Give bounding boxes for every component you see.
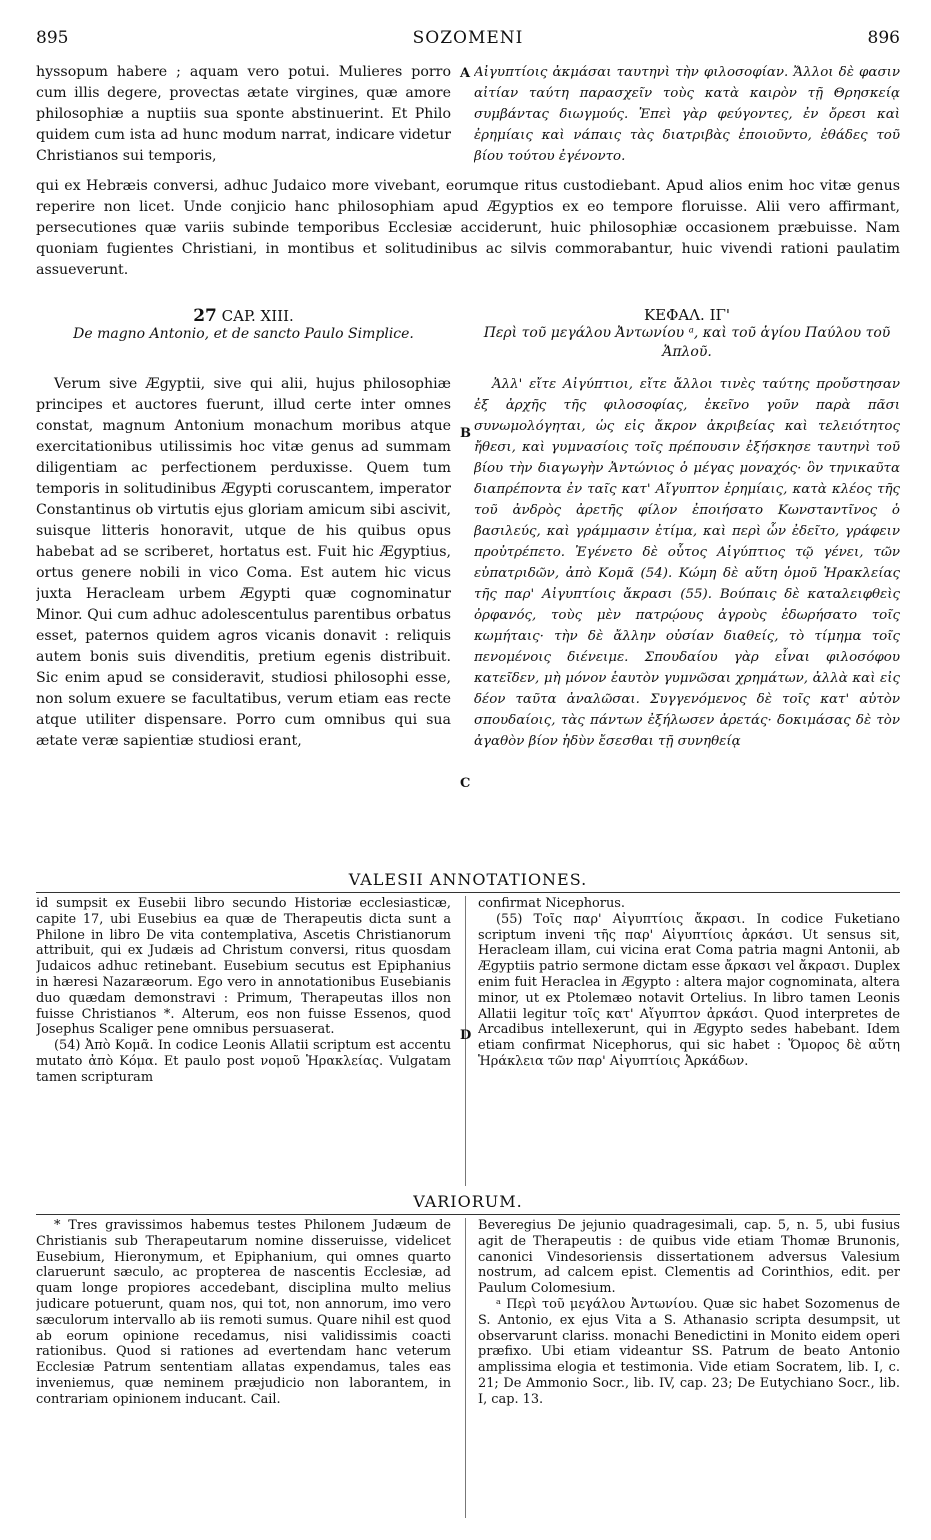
page-number-left: 895 (36, 28, 69, 48)
valesii-note-55: (55) Τοῖς παρ' Αἰγυπτίοις ἄκρασι. In codice Fuketiano scriptum inveni τῆς παρ' Αἰγυπτίοις ἀρκάσι. Ut sensus sit, Heracleam illam, cui vicina erat Coma patria magni Antonii, ab Ægyptiis patrio sermone dictam esse ἄρκασι vel ἄκρασι. Duplex enim fuit Heraclea in Ægypto : altera major cognominata, altera minor, ut ex Ptolemæo notavit Ortelius. In libro tamen Leonis Allatii legitur τοῖς κατ' Αἴγυπτον ἀρκάσι. Quod interpretes de Arcadibus intellexerunt, qui in Ægypto sedes habebant. Idem etiam confirmat Nicephorus, qui sic habet : Ὅμορος δὲ αὕτη Ἡράκλεια τῶν παρ' Αἰγυπτίοις Ἀρκάδων. (478, 911, 900, 1069)
valesii-right-column (478, 896, 900, 1192)
valesii-left-column (36, 896, 451, 1192)
valesii-left-text: id sumpsit ex Eusebii libro secundo Historiæ ecclesiasticæ, capite 17, ubi Eusebius ea quæ de Therapeutis dicta sunt a Philone in libro De vita contemplativa, Ascetis Christianorum attribuit, qui ex Judæis ad Christum conversi, ritus quosdam Judaicos adhuc retinebant. Eusebium secutus est Epiphanius in hæresi Nazaræorum. Ego vero in annotationibus Eusebianis duo quædam demonstravi : Primum, Therapeutas illos non fuisse Christianos *. Alterum, eos non fuisse Essenos, quod Josephus Scaliger pene omnibus persuaserat. (36, 896, 451, 1038)
chapter-latin-text: Verum sive Ægyptii, sive qui alii, hujus philosophiæ principes et auctores fuerunt, illud certe inter omnes constat, magnum Antonium monachum moribus atque exercitationibus utilissimis hoc vitæ genus ad summam diligentiam ac perfectionem perduxisse. Quem tum temporis in solitudinibus Ægypti coruscantem, imperator Constantinus ob virtutis ejus gloriam amicum sibi ascivit, suisque litteris honoravit, utque de his quibus opus habebat ad se scriberet, hortatus est. Fuit hic Ægyptius, ortus genere nobili in vico Coma. Est autem hic vicus juxta Heracleam urbem Ægypti quæ cognominatur Minor. Qui cum adhuc adolescentulus parentibus orbatus esset, paternos quidem agros vicanis donavit : reliquis autem bonis suis divenditis, pretium egenis distribuit. Sic enim apud se consideravit, studiosi philosophi esse, non solum exuere se facultatibus, verum etiam eas recte atque utiliter dispensare. Porro cum omnibus qui sua ætate veræ sapientiæ studiosi erant, (36, 376, 451, 749)
margin-marker-d: D (460, 1028, 472, 1043)
chapter-greek-label: ΚΕΦΑΛ. ΙΓ' (643, 306, 731, 324)
margin-marker-a: A (460, 66, 471, 81)
variorum-note-a: ᵃ Περὶ τοῦ μεγάλου Ἀντωνίου. Quæ sic habet Sozomenus de S. Antonio, ex ejus Vita a S. Athanasio scripta desumpsit, ut observarunt clariss. monachi Benedictini in Monito eidem operi præfixo. Ubi etiam videantur SS. Patrum de beato Antonio amplissima elogia et testimonia. Vide etiam Socratem, lib. I, c. 21; De Ammonio Socr., lib. IV, cap. 23; De Eutychiano Socr., lib. I, cap. 13. (478, 1296, 900, 1407)
chapter-greek-header (474, 306, 900, 368)
margin-marker-b: B (460, 426, 471, 441)
variorum-heading: VARIORUM. (413, 1192, 523, 1211)
chapter-column-number: 27 (193, 306, 217, 326)
variorum-left-column (36, 1218, 451, 1528)
chapter-latin-header (36, 306, 451, 350)
variorum-right-column (478, 1218, 900, 1528)
variorum-right-text: Beveregius De jejunio quadragesimali, cap. 5, n. 5, ubi fusius agit de Therapeutis : de quibus vide etiam Thomæ Brunonis, canonici Vindesoriensis dissertationem adversus Valesium nostrum, ad calcem epist. Clementis ad Corinthios, edit. per Paulum Colomesium. (478, 1218, 900, 1297)
variorum-column-divider (465, 1218, 466, 1518)
chapter-latin-column (36, 374, 451, 856)
valesii-rule (36, 892, 900, 893)
full-width-latin (36, 176, 900, 286)
variorum-left-text: * Tres gravissimos habemus testes Philonem Judæum de Christianis sub Therapeutarum nomine disseruisse, videlicet Eusebium, Hieronymum, et Epiphanium, qui omnes quarto claruerunt sæculo, ac propterea de nascentis Ecclesiæ, ad quam longe propiores accedebant, disciplina multo melius judicare potuerunt, quam nos, qui tot, non annorum, imo vero sæculorum intervallo ab iis remoti sumus. Quare nihil est quod ab eorum opinione recedamus, nisi validissimis coacti rationibus. Quod si rationes ad evertendam hanc veterum Ecclesiæ Patrum sententiam allatas expendamus, tales eas inveniemus, quæ neminem præjudicio non laborantem, in contrariam opinionem inducant. Cail. (36, 1218, 451, 1407)
valesii-note-54: (54) Ἀπὸ Κομᾶ. In codice Leonis Allatii scriptum est accentu mutato ἀπὸ Κόμα. Et paulo post νομοῦ Ἡρακλείας. Vulgatam tamen scripturam (36, 1038, 451, 1085)
chapter-greek-text: Ἀλλ' εἴτε Αἰγύπτιοι, εἴτε ἄλλοι τινὲς ταύτης προὔστησαν ἐξ ἀρχῆς τῆς φιλοσοφίας, ἐκεῖνο γοῦν παρὰ πᾶσι συνωμολόγηται, ὡς εἰς ἄκρον ἀκριβείας καὶ τελειότητος ἤθεσι, καὶ γυμνασίοις τοῖς πρέπουσιν ἐξήσκησε ταυτηνὶ τοῦ βίου τὴν διαγωγὴν Ἀντώνιος ὁ μέγας μοναχός· ὃν τηνικαῦτα διαπρέποντα ἐν ταῖς κατ' Αἴγυπτον ἐρημίαις, κατὰ κλέος τῆς τοῦ ἀνδρὸς ἀρετῆς φίλον ἐποιήσατο Κωνσταντῖνος ὁ βασιλεύς, καὶ γράμμασιν ἐτίμα, καὶ περὶ ὧν ἐδεῖτο, γράφειν προὐτρέπετο. Ἐγένετο δὲ οὗτος Αἰγύπτιος τῷ γένει, τῶν εὐπατριδῶν, ἀπὸ Κομᾶ (54). Κώμη δὲ αὕτη ὁμοῦ Ἡρακλείας τῆς παρ' Αἰγυπτίοις ἄκρασι (55). Βούπαις δὲ καταλειφθεὶς ὀρφανός, τοὺς μὲν πατρῴους ἀγροὺς ἐδωρήσατο τοῖς κωμήταις· τὴν δὲ ἄλλην οὐσίαν διαθείς, τὸ τίμημα τοῖς πενομένοις διένειμε. Σπουδαίου γὰρ εἶναι φιλοσόφου κατεῖδεν, μὴ μόνον ἑαυτὸν γυμνῶσαι χρημάτων, ἀλλὰ καὶ εἰς δέον ταῦτα ἀναλῶσαι. Συγγενόμενος δὲ τοῖς κατ' αὐτὸν σπουδαίοις, τὰς πάντων ἐξήλωσεν ἀρετάς· δοκιμάσας δὲ τὸν ἀγαθὸν βίον ἡδὺν ἔσεσθαι τῇ συνηθείᾳ (474, 377, 900, 749)
running-title: SOZOMENI (412, 28, 524, 48)
chapter-latin-title: De magno Antonio, et de sancto Paulo Simplice. (73, 326, 414, 342)
top-latin-column (36, 62, 451, 168)
chapter-latin-label: CAP. XIII. (221, 307, 294, 325)
valesii-heading: VALESII ANNOTATIONES. (348, 870, 588, 889)
top-latin-text: hyssopum habere ; aquam vero potui. Mulieres porro cum illis degere, provectas ætate virgines, quæ amore philosophiæ a nuptiis sua sponte abstinuerint. Et Philo quidem cum ista ad hunc modum narrat, indicare videtur Christianos sui temporis, (36, 64, 451, 164)
variorum-rule (36, 1214, 900, 1215)
running-head (36, 28, 900, 54)
valesii-right-text: confirmat Nicephorus. (478, 896, 625, 911)
page (36, 28, 900, 1407)
chapter-greek-column (474, 374, 900, 856)
full-width-latin-text: qui ex Hebræis conversi, adhuc Judaico more vivebant, eorumque ritus custodiebant. Apud alios enim hoc vitæ genus reperire non licet. Unde conjicio hanc philosophiam apud Ægyptios ex eo tempore floruisse. Alii vero affirmant, persecutiones quæ variis subinde temporibus Ecclesiæ acciderunt, huic philosophiæ occasionem præbuisse. Nam quoniam fugientes Christiani, in montibus et solitudinibus ac silvis commorabantur, huic vivendi rationi paulatim assueverunt. (36, 178, 900, 278)
top-greek-column (474, 62, 900, 168)
top-greek-text: Αἰγυπτίοις ἀκμάσαι ταυτηνὶ τὴν φιλοσοφίαν. Ἄλλοι δὲ φασιν αἰτίαν ταύτη παρασχεῖν τοὺς κατὰ καιρὸν τῇ Θρησκείᾳ συμβάντας διωγμούς. Ἐπεὶ γὰρ φεύγοντες, ἐν ὄρεσι καὶ ἐρημίαις καὶ νάπαις τὰς διατριβὰς ἐποιοῦντο, ἐθάδες τοῦ βίου τούτου ἐγένοντο. (474, 65, 900, 164)
margin-marker-c: C (460, 776, 471, 791)
page-number-right: 896 (867, 28, 900, 48)
chapter-greek-title: Περὶ τοῦ μεγάλου Ἀντωνίου ᵃ, καὶ τοῦ ἁγίου Παύλου τοῦ Ἁπλοῦ. (483, 325, 891, 360)
